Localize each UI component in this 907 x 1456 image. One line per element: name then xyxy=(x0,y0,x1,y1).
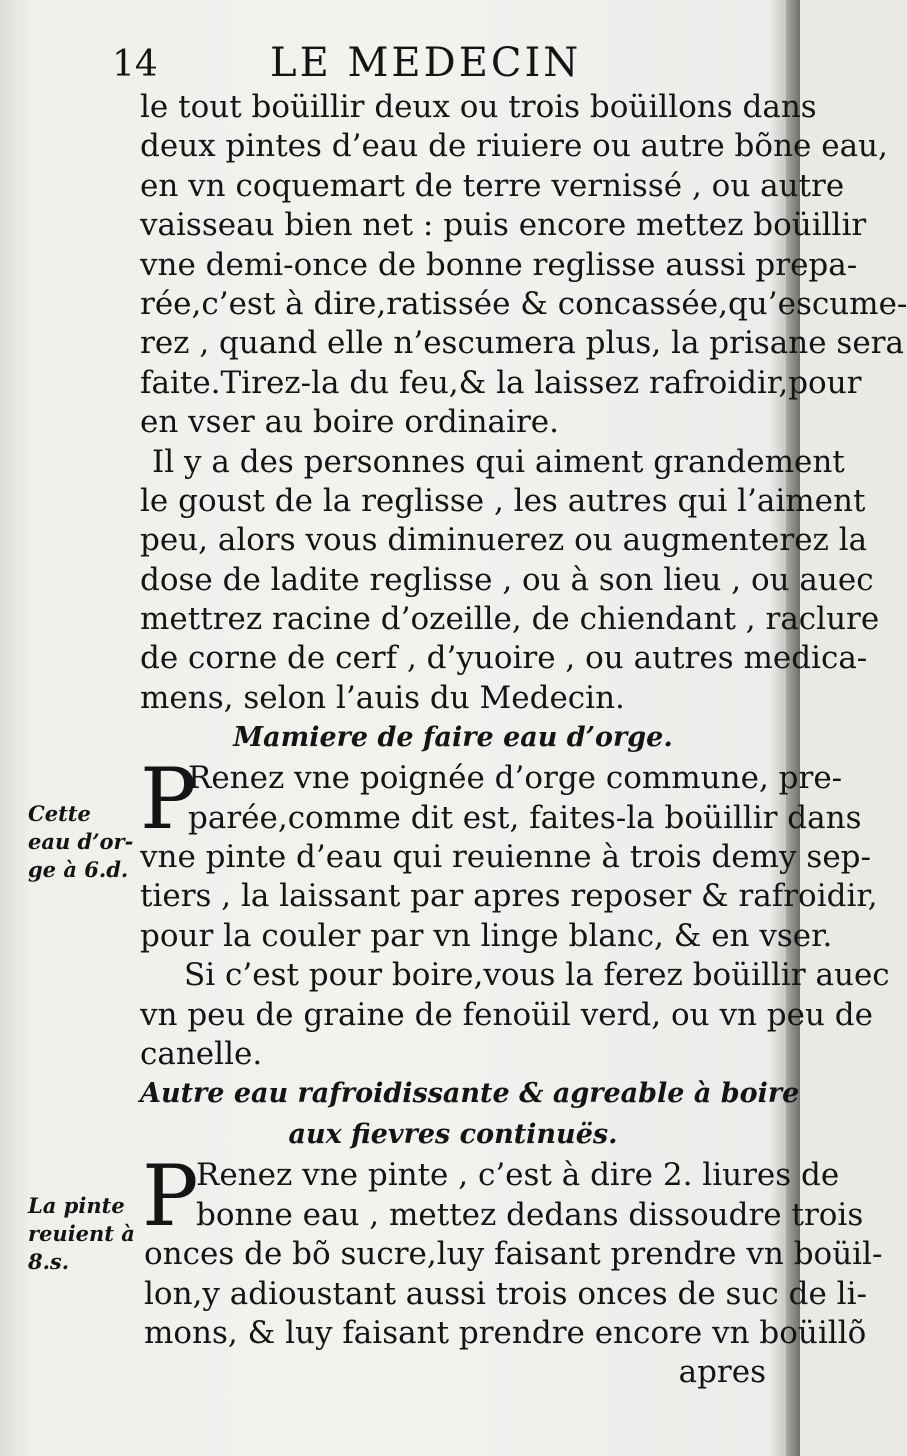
text-line: mons, & luy faisant prendre encore vn boüillõ xyxy=(144,1314,867,1351)
text-line: faite.Tirez-la du feu,& la laissez rafroidir,pour xyxy=(140,364,862,401)
text-line: rée,c’est à dire,ratissée & concassée,qu’escume- xyxy=(140,285,907,322)
text-line: vne demi-once de bonne reglisse aussi prepa- xyxy=(140,246,858,283)
text-line: peu, alors vous diminuerez ou augmenterez la xyxy=(140,522,868,559)
text-line: en vn coquemart de terre vernissé , ou autre xyxy=(140,167,845,204)
text-line: parée,comme dit est, faites-la boüillir dans xyxy=(188,799,862,836)
paragraph-fennel xyxy=(100,956,890,1074)
drop-cap: P xyxy=(140,750,197,849)
text-line: dose de ladite reglisse , ou à son lieu , ou auec xyxy=(140,561,874,598)
text-line: en vser au boire ordinaire. xyxy=(140,404,559,441)
text-line: onces de bõ sucre,luy faisant prendre vn boüil- xyxy=(144,1236,883,1273)
text-line: Renez vne poignée d’orge commune, pre- xyxy=(188,760,843,797)
text-line: de corne de cerf , d’yuoire , ou autres medica- xyxy=(140,640,868,677)
margin-note-line: reuient à xyxy=(28,1221,135,1246)
text-line: canelle. xyxy=(140,1035,263,1072)
section-heading: aux fievres continuës. xyxy=(288,1119,618,1151)
text-line: pour la couler par vn linge blanc, & en vser. xyxy=(140,917,833,954)
catchword: apres xyxy=(678,1354,766,1391)
paragraph-tisane xyxy=(100,88,907,443)
text-line: mens, selon l’auis du Medecin. xyxy=(140,679,625,716)
margin-note-line: 8.s. xyxy=(28,1249,70,1274)
text-line: deux pintes d’eau de riuiere ou autre bõne eau, xyxy=(140,128,888,165)
text-line: rez , quand elle n’escumera plus, la prisane sera xyxy=(140,325,904,362)
margin-note-line: Cette xyxy=(28,801,91,826)
section-heading: Mamiere de faire eau d’orge. xyxy=(233,722,673,754)
text-line: vaisseau bien net : puis encore mettez boüillir xyxy=(140,207,867,244)
text-line: Renez vne pinte , c’est à dire 2. liures de xyxy=(196,1157,840,1194)
page-number: 14 xyxy=(112,44,158,85)
running-title: LE MEDECIN xyxy=(270,40,582,86)
body-text xyxy=(100,88,907,1393)
text-line: le goust de la reglisse , les autres qui l’aiment xyxy=(140,482,866,519)
margin-note-line: eau d’or- xyxy=(28,829,134,854)
text-line: le tout boüillir deux ou trois boüillons dans xyxy=(140,89,817,125)
text-line: lon,y adioustant aussi trois onces de suc de li- xyxy=(144,1275,867,1312)
margin-note-line: ge à 6.d. xyxy=(28,857,129,882)
drop-cap: P xyxy=(142,1147,199,1246)
text-line: mettrez racine d’ozeille, de chiendant , raclure xyxy=(140,601,880,638)
text-line: vn peu de graine de fenoüil verd, ou vn peu de xyxy=(140,996,873,1033)
page-header xyxy=(112,40,792,86)
text-line: bonne eau , mettez dedans dissoudre trois xyxy=(196,1196,864,1233)
text-line: tiers , la laissant par apres reposer & rafroidir, xyxy=(140,878,878,915)
margin-note-line: La pinte xyxy=(28,1193,125,1218)
section-heading: Autre eau rafroidissante & agreable à boire xyxy=(140,1078,800,1110)
text-line: Si c’est pour boire,vous la ferez boüillir auec xyxy=(184,957,890,994)
paragraph-barley-water xyxy=(100,750,878,956)
paragraph-lemon-water xyxy=(100,1147,883,1353)
text-line: vne pinte d’eau qui reuienne à trois demy sep- xyxy=(140,839,871,876)
text-line: Il y a des personnes qui aiment grandement xyxy=(152,443,845,480)
paragraph-reglisse xyxy=(100,443,880,719)
